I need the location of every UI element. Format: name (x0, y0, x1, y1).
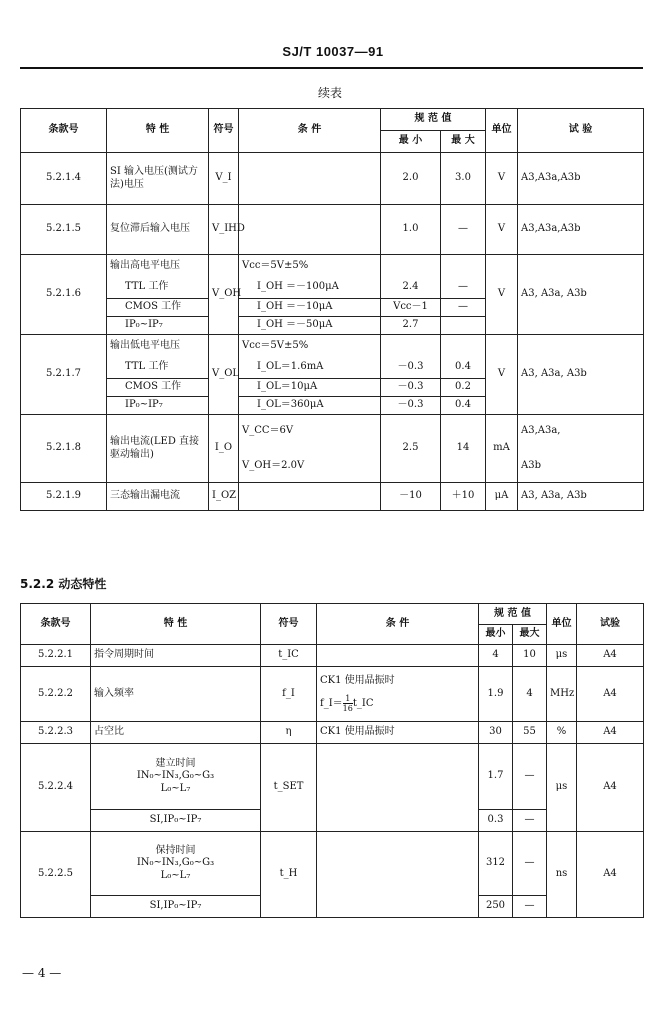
cell-condition: CK1 使用晶振时 (317, 722, 479, 744)
cell-unit: ns (547, 832, 577, 918)
cell-min: －0.3 (381, 379, 441, 397)
cell-characteristic: SI,IP₀~IP₇ (91, 896, 261, 918)
cell-condition: V_CC＝6V V_OH＝2.0V (239, 415, 381, 483)
cell-test: A4 (577, 722, 644, 744)
cell-max: 14 (441, 415, 486, 483)
table-row (21, 335, 644, 357)
cell-clause: 5.2.1.6 (21, 255, 107, 335)
cell-condition: Vcc＝5V±5% (239, 335, 381, 357)
cell-test: A3,A3a, A3b (518, 415, 644, 483)
cell-clause: 5.2.1.4 (21, 153, 107, 205)
cell-test: A3,A3a,A3b (518, 153, 644, 205)
cell-min: 4 (479, 645, 513, 667)
doc-code: SJ/T 10037—91 (282, 44, 384, 59)
table-row (21, 744, 644, 810)
cell-characteristic: 输出高电平电压 (107, 255, 209, 277)
cell-clause: 5.2.2.5 (21, 832, 91, 918)
col-clause: 条款号 (21, 109, 107, 153)
cell-symbol: V_I (209, 153, 239, 205)
cell-min: Vcc－1 (381, 299, 441, 317)
cell-min: 2.4 (381, 277, 441, 299)
col-spec: 规 范 值 (479, 604, 547, 625)
cell-max: 0.2 (441, 379, 486, 397)
dynamic-characteristics-table (20, 603, 644, 918)
cell-condition: I_OL＝360μA (239, 397, 381, 415)
cell-max: — (513, 744, 547, 810)
cell-symbol: t_SET (261, 744, 317, 832)
cell-min: －0.3 (381, 397, 441, 415)
cell-test: A4 (577, 667, 644, 722)
cell-symbol: V_OL (209, 335, 239, 415)
cell-clause: 5.2.1.8 (21, 415, 107, 483)
col-test: 试 验 (518, 109, 644, 153)
col-min: 最小 (479, 625, 513, 645)
cell-characteristic: 复位滞后输入电压 (107, 205, 209, 255)
cell-min: －0.3 (381, 357, 441, 379)
col-max: 最 大 (441, 131, 486, 153)
cell-min: －10 (381, 483, 441, 511)
cell-test: A3, A3a, A3b (518, 255, 644, 335)
cell-max: 3.0 (441, 153, 486, 205)
col-min: 最 小 (381, 131, 441, 153)
col-unit: 单位 (547, 604, 577, 645)
cell-unit: μs (547, 744, 577, 832)
cell-characteristic: SI,IP₀~IP₇ (91, 810, 261, 832)
table-row (21, 667, 644, 722)
table-row (21, 205, 644, 255)
cell-unit: μA (486, 483, 518, 511)
cell-unit: % (547, 722, 577, 744)
cell-max: 55 (513, 722, 547, 744)
cell-min: 30 (479, 722, 513, 744)
cell-characteristic: 输出低电平电压 (107, 335, 209, 357)
page-number: — 4 — (22, 966, 62, 980)
col-symbol: 符号 (209, 109, 239, 153)
cell-unit: V (486, 153, 518, 205)
cell-symbol: η (261, 722, 317, 744)
col-spec: 规 范 值 (381, 109, 486, 131)
table-row (21, 483, 644, 511)
cell-characteristic: 三态输出漏电流 (107, 483, 209, 511)
cell-clause: 5.2.1.7 (21, 335, 107, 415)
cell-characteristic: CMOS 工作 (107, 379, 209, 397)
cell-condition: I_OH ＝－10μA (239, 299, 381, 317)
table-row (21, 722, 644, 744)
cell-symbol: I_OZ (209, 483, 239, 511)
cell-clause: 5.2.1.5 (21, 205, 107, 255)
table-row (21, 832, 644, 896)
cell-characteristic: IP₀~IP₇ (107, 397, 209, 415)
cell-characteristic: 保持时间 IN₀~IN₃,G₀~G₃ L₀~L₇ (91, 832, 261, 896)
col-max: 最大 (513, 625, 547, 645)
cell-test: A3, A3a, A3b (518, 483, 644, 511)
cell-clause: 5.2.2.3 (21, 722, 91, 744)
col-clause: 条款号 (21, 604, 91, 645)
cell-clause: 5.2.2.4 (21, 744, 91, 832)
cell-max: — (441, 299, 486, 317)
cell-min: 2.7 (381, 317, 441, 335)
cell-symbol: I_O (209, 415, 239, 483)
table-caption: 续表 (317, 86, 342, 100)
cell-characteristic: SI 输入电压(测试方法)电压 (107, 153, 209, 205)
cell-min: 2.0 (381, 153, 441, 205)
cell-min: 2.5 (381, 415, 441, 483)
cell-characteristic: 输出电流(LED 直接驱动输出) (107, 415, 209, 483)
cell-max: — (513, 832, 547, 896)
cell-characteristic: CMOS 工作 (107, 299, 209, 317)
cell-condition: I_OL＝10μA (239, 379, 381, 397)
cell-clause: 5.2.2.1 (21, 645, 91, 667)
cell-min: 312 (479, 832, 513, 896)
cell-max: — (513, 896, 547, 918)
col-unit: 单位 (486, 109, 518, 153)
cell-test: A4 (577, 744, 644, 832)
cell-unit: V (486, 335, 518, 415)
cell-unit: MHz (547, 667, 577, 722)
cell-clause: 5.2.2.2 (21, 667, 91, 722)
cell-test: A3,A3a,A3b (518, 205, 644, 255)
cell-test: A4 (577, 645, 644, 667)
cell-characteristic: 输入频率 (91, 667, 261, 722)
col-condition: 条 件 (239, 109, 381, 153)
cell-min: 1.0 (381, 205, 441, 255)
col-condition: 条 件 (317, 604, 479, 645)
cell-characteristic: TTL 工作 (107, 357, 209, 379)
static-characteristics-table (20, 108, 644, 511)
cell-characteristic: 建立时间 IN₀~IN₃,G₀~G₃ L₀~L₇ (91, 744, 261, 810)
cell-max: ＋10 (441, 483, 486, 511)
cell-unit: V (486, 205, 518, 255)
cell-min: 1.9 (479, 667, 513, 722)
cell-symbol: t_IC (261, 645, 317, 667)
section-title: 5.2.2 动态特性 (20, 577, 107, 591)
cell-symbol: V_OH (209, 255, 239, 335)
col-test: 试验 (577, 604, 644, 645)
col-characteristic: 特 性 (91, 604, 261, 645)
cell-max: — (441, 277, 486, 299)
header-rule (20, 67, 643, 69)
cell-characteristic: 指令周期时间 (91, 645, 261, 667)
cell-max: — (441, 205, 486, 255)
cell-condition: I_OH ＝－50μA (239, 317, 381, 335)
cell-characteristic: IP₀~IP₇ (107, 317, 209, 335)
cell-test: A4 (577, 832, 644, 918)
cell-unit: V (486, 255, 518, 335)
cell-condition: CK1 使用晶振时 f_I＝ $\frac{1}{16}$ t_IC (317, 667, 479, 722)
cell-test: A3, A3a, A3b (518, 335, 644, 415)
cell-symbol: f_I (261, 667, 317, 722)
table-row (21, 415, 644, 483)
cell-symbol: t_H (261, 832, 317, 918)
cell-min: 0.3 (479, 810, 513, 832)
cell-max: 0.4 (441, 397, 486, 415)
col-characteristic: 特 性 (107, 109, 209, 153)
table-row (21, 255, 644, 277)
cell-max: 10 (513, 645, 547, 667)
cell-max: — (513, 810, 547, 832)
cell-min: 1.7 (479, 744, 513, 810)
cell-max: 4 (513, 667, 547, 722)
cell-max: 0.4 (441, 357, 486, 379)
cell-condition: Vcc＝5V±5% (239, 255, 381, 277)
cell-unit: μs (547, 645, 577, 667)
cell-symbol: V_IHD (209, 205, 239, 255)
cell-condition: I_OL＝1.6mA (239, 357, 381, 379)
table-row (21, 645, 644, 667)
table-row (21, 153, 644, 205)
cell-clause: 5.2.1.9 (21, 483, 107, 511)
col-symbol: 符号 (261, 604, 317, 645)
cell-min: 250 (479, 896, 513, 918)
cell-characteristic: TTL 工作 (107, 277, 209, 299)
cell-condition: I_OH ＝－100μA (239, 277, 381, 299)
cell-unit: mA (486, 415, 518, 483)
cell-characteristic: 占空比 (91, 722, 261, 744)
